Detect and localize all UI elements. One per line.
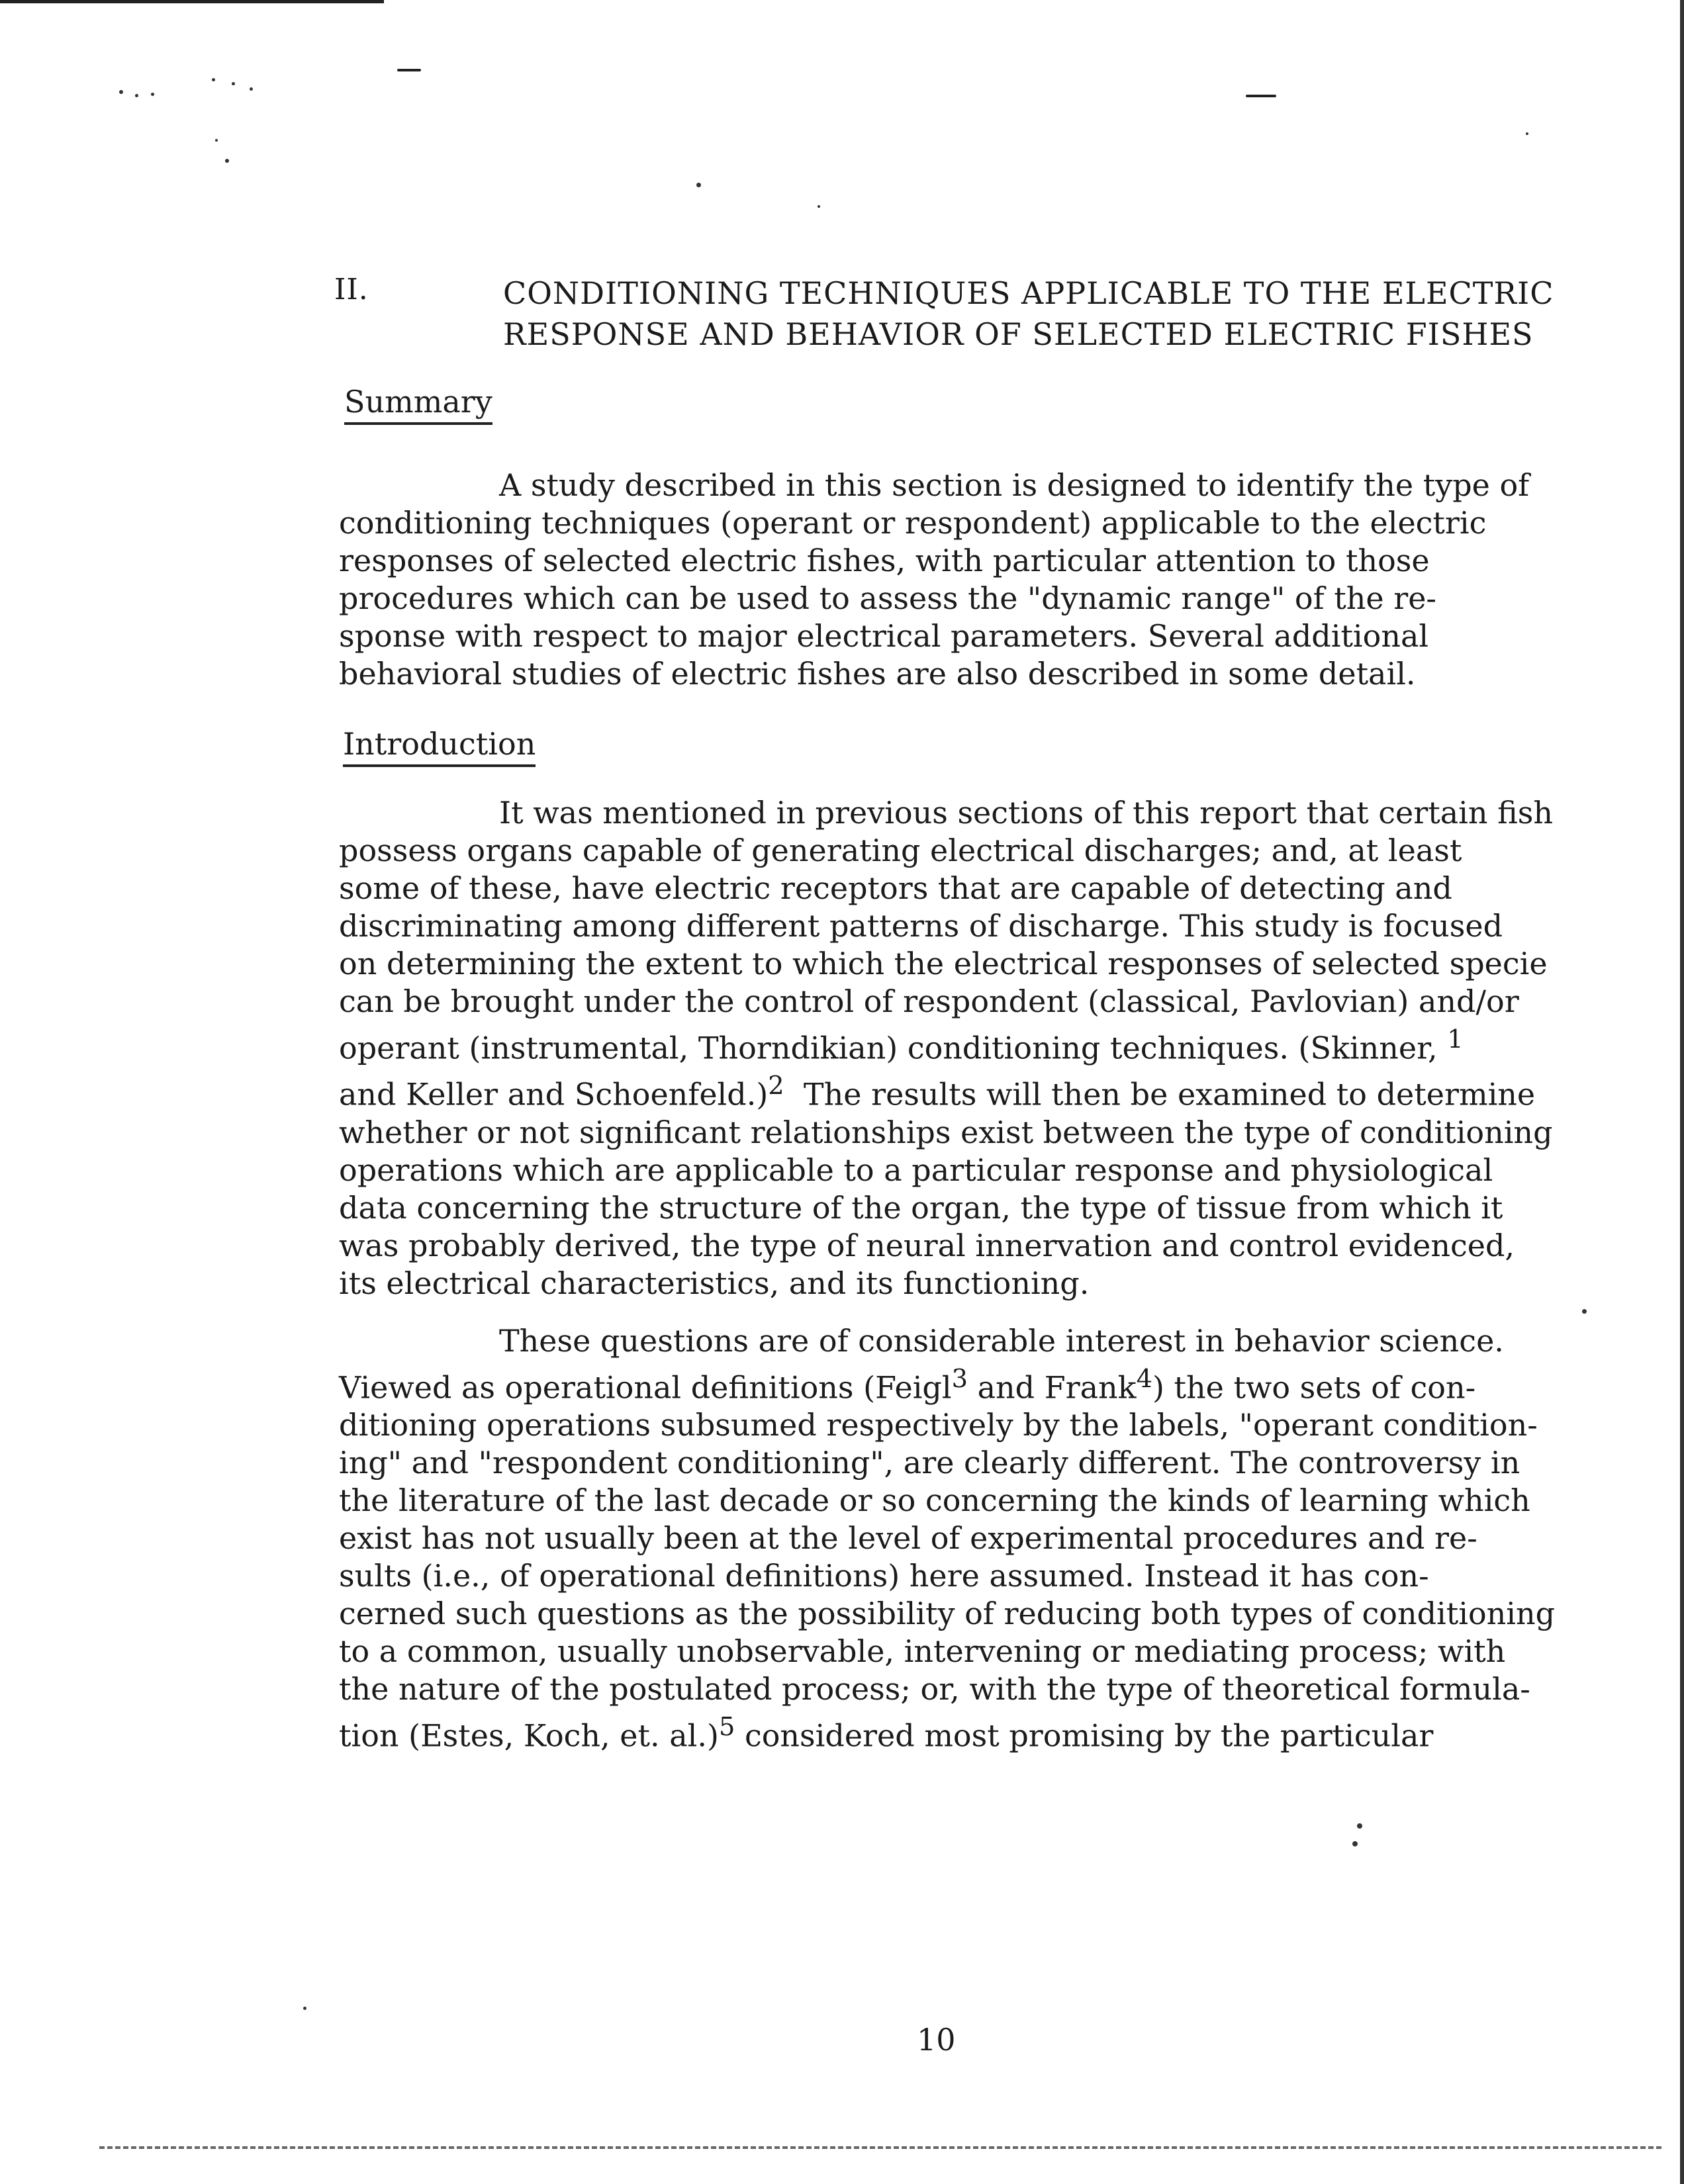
scan-bottom-border	[99, 2146, 1661, 2149]
intro-line: possess organs capable of generating electrical discharges; and, at least	[339, 833, 1462, 868]
summary-line: responses of selected electric fishes, with particular attention to those	[339, 543, 1430, 578]
scan-speck	[151, 93, 154, 96]
intro-line	[339, 1360, 1656, 1406]
page-number: 10	[917, 2022, 956, 2058]
intro-text: Viewed as operational definitions (Feigl	[339, 1369, 952, 1406]
summary-paragraph	[339, 467, 1656, 693]
scan-top-rule	[0, 0, 384, 3]
scan-speck	[1582, 1309, 1587, 1314]
footnote-ref: 1	[1447, 1024, 1464, 1054]
scan-speck	[696, 183, 701, 187]
introduction-paragraph-2	[339, 1322, 1656, 1755]
scan-speck	[215, 139, 218, 142]
intro-line: ing" and "respondent conditioning", are clearly different. The controversy in	[339, 1445, 1520, 1481]
intro-line: It was mentioned in previous sections of this report that certain fish	[499, 795, 1554, 831]
intro-line: operations which are applicable to a particular response and physiological	[339, 1152, 1493, 1188]
footnote-ref: 4	[1136, 1364, 1152, 1394]
intro-line: whether or not significant relationships exist between the type of conditioning	[339, 1114, 1553, 1150]
intro-text: considered most promising by the particular	[735, 1717, 1434, 1754]
summary-line: procedures which can be used to assess the "dynamic range" of the re-	[339, 580, 1436, 616]
scan-speck	[303, 2007, 306, 2010]
intro-line: on determining the extent to which the electrical responses of selected specie	[339, 946, 1548, 981]
intro-line: the nature of the postulated process; or, with the type of theoretical formula-	[339, 1671, 1530, 1707]
scan-speck	[1357, 1823, 1362, 1829]
summary-line: behavioral studies of electric fishes are also described in some detail.	[339, 656, 1416, 692]
scan-mark	[397, 69, 421, 71]
intro-text: The results will then be examined to determine	[803, 1076, 1536, 1113]
introduction-paragraph-1	[339, 794, 1656, 1302]
footnote-ref: 3	[951, 1364, 968, 1394]
intro-line: data concerning the structure of the organ, the type of tissue from which it	[339, 1189, 1503, 1226]
scan-speck	[818, 205, 820, 208]
scan-speck	[250, 87, 253, 91]
intro-line	[339, 1708, 1656, 1754]
intro-line: sults (i.e., of operational definitions) here assumed. Instead it has con-	[339, 1558, 1429, 1594]
scan-mark	[1246, 95, 1276, 97]
intro-text: operant (instrumental, Thorndikian) conditioning techniques. (Skinner,	[339, 1030, 1438, 1066]
intro-line: discriminating among different patterns of discharge. This study is focused	[339, 908, 1503, 944]
scan-speck	[1352, 1841, 1358, 1846]
intro-line: exist has not usually been at the level of experimental procedures and re-	[339, 1520, 1477, 1557]
intro-line: the literature of the last decade or so concerning the kinds of learning which	[339, 1482, 1530, 1519]
intro-text: ) the two sets of con-	[1152, 1369, 1476, 1406]
scan-speck	[232, 82, 235, 85]
intro-line: was probably derived, the type of neural innervation and control evidenced,	[339, 1227, 1515, 1263]
intro-line	[339, 1021, 1656, 1067]
footnote-ref: 5	[718, 1712, 735, 1743]
scan-speck	[119, 90, 123, 94]
intro-line: cerned such questions as the possibility of reducing both types of conditioning	[339, 1596, 1556, 1632]
summary-line: conditioning techniques (operant or respondent) applicable to the electric	[339, 505, 1487, 541]
section-title-line-1: CONDITIONING TECHNIQUES APPLICABLE TO THE ELECTRIC	[503, 275, 1554, 311]
intro-line: ditioning operations subsumed respectively by the labels, "operant condition-	[339, 1407, 1538, 1443]
scan-speck	[225, 159, 229, 163]
scan-speck	[212, 78, 215, 81]
scan-speck	[135, 94, 138, 97]
summary-line: A study described in this section is designed to identify the type of	[499, 467, 1530, 503]
intro-line: to a common, usually unobservable, intervening or mediating process; with	[339, 1633, 1506, 1670]
intro-text: and Keller and Schoenfeld.)	[339, 1076, 769, 1113]
intro-line: some of these, have electric receptors that are capable of detecting and	[339, 870, 1452, 906]
intro-line	[339, 1067, 1656, 1113]
scan-speck	[1526, 132, 1528, 135]
summary-line: sponse with respect to major electrical parameters. Several additional	[339, 618, 1429, 654]
summary-heading: Summary	[344, 384, 492, 425]
footnote-ref: 2	[768, 1071, 784, 1101]
intro-line: can be brought under the control of respondent (classical, Pavlovian) and/or	[339, 983, 1519, 1019]
intro-line: These questions are of considerable interest in behavior science.	[499, 1323, 1504, 1359]
intro-line: its electrical characteristics, and its functioning.	[339, 1265, 1090, 1301]
intro-text: tion (Estes, Koch, et. al.)	[339, 1717, 719, 1754]
section-title	[503, 273, 1642, 355]
section-number: II.	[334, 273, 369, 306]
scan-right-edge	[1680, 0, 1684, 2184]
intro-text: and Frank	[967, 1369, 1137, 1406]
section-title-line-2: RESPONSE AND BEHAVIOR OF SELECTED ELECTRIC FISHES	[503, 316, 1534, 352]
introduction-heading: Introduction	[343, 726, 536, 767]
